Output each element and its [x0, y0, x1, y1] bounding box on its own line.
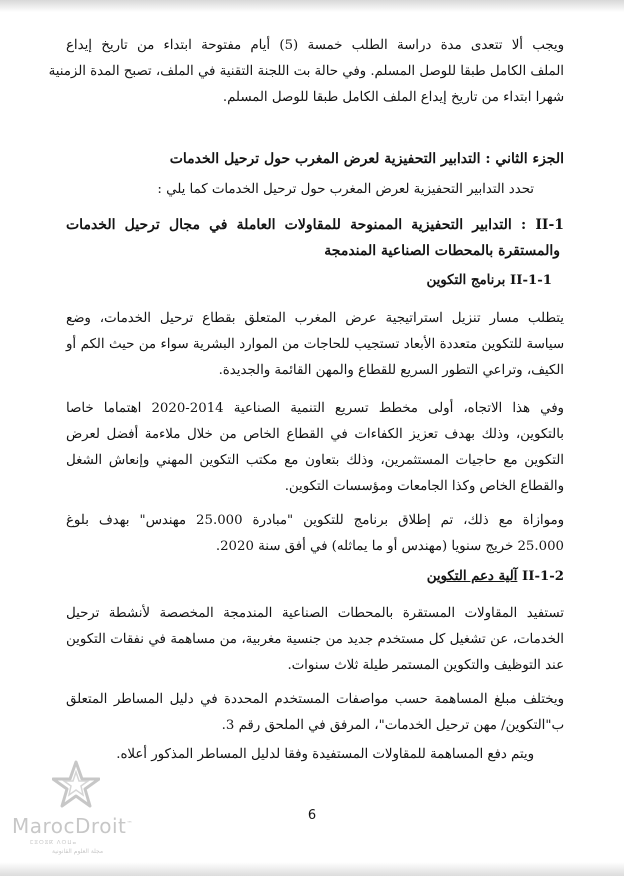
paragraph-4-line-2: 25.000 خريج سنويا (مهندس أو ما يماثله) في أفق سنة 2020.: [215, 539, 564, 554]
paragraph-1-line-3: شهرا ابتداء من تاريخ إيداع الملف الكامل طبقا للوصل المسلم.: [222, 90, 564, 105]
section-II-1-title-line-2: والمستقرة بالمحطات الصناعية المندمجة: [324, 243, 560, 259]
section-II-1-2-title: [66, 567, 564, 587]
paragraph-6-line-1: ويختلف مبلغ المساهمة حسب مواصفات المستخدم المحددة في دليل المساطر المتعلق: [66, 692, 564, 707]
paragraph-3-line-4: والقطاع الخاص وكذا الجامعات ومؤسسات التكوين.: [284, 479, 564, 494]
paragraph-4-line-1: وموازاة مع ذلك، تم إطلاق برنامج للتكوين "مبادرة 25.000 مهندس" بهدف بلوغ: [66, 513, 564, 528]
scan-shadow-top: [0, 0, 624, 12]
paragraph-3-line-3: التكوين مع حاجيات المستثمرين، وذلك بتعاون مع مكتب التكوين المهني وإنعاش الشغل: [66, 453, 564, 468]
paragraph-3-line-2: بالتكوين، وذلك بهدف تعزيز الكفاءات في القطاع الخاص من خلال ملاءمة أفضل لعرض: [66, 427, 564, 442]
paragraph-1-line-2: الملف الكامل طبقا للوصل المسلم. وفي حالة بت اللجنة التقنية في الملف، تصبح المدة الزمنية: [48, 64, 564, 79]
section-II-1-2-code: II-1-2: [522, 569, 564, 584]
section-II-1-1-title: II-1-1 برنامج التكوين: [426, 273, 552, 288]
part-2-title: الجزء الثاني : التدابير التحفيزية لعرض المغرب حول ترحيل الخدمات: [169, 151, 564, 167]
paragraph-3-line-1: وفي هذا الاتجاه، أولى مخطط تسريع التنمية الصناعية 2014-2020 اهتماما خاصا: [66, 401, 564, 416]
paragraph-5-line-3: عند التوظيف والتكوين المستمر طيلة ثلاث سنوات.: [287, 658, 564, 673]
paragraph-1-line-1: ويجب ألا تتعدى مدة دراسة الطلب خمسة (5) أيام مفتوحة ابتداء من تاريخ إيداع: [66, 38, 564, 53]
paragraph-5-line-1: تستفيد المقاولات المستقرة بالمحطات الصناعية المندمجة المخصصة لأنشطة ترحيل: [66, 606, 564, 621]
watermark-subtitle-latin: ⵎⵓⵔⵓⴽ ⴷⵔⵡⴰ: [30, 840, 78, 846]
page-number: 6: [307, 808, 317, 823]
watermark-trademark: ™: [126, 820, 133, 828]
paragraph-2-line-3: الكيف، وتراعي التطور السريع للقطاع والمهن القائمة والجديدة.: [218, 363, 564, 378]
star-logo-icon: [52, 760, 100, 810]
paragraph-2-line-2: سياسة للتكوين متعددة الأبعاد تستجيب للحاجات من الموارد البشرية سواء من حيث الكم أو: [66, 337, 564, 352]
paragraph-5-line-2: الخدمات، عن تشغيل كل مستخدم جديد من جنسية مغربية، من مساهمة في نفقات التكوين: [66, 632, 564, 647]
paragraph-6-line-2: ب"التكوين/ مهن ترحيل الخدمات"، المرفق في الملحق رقم 3.: [221, 718, 564, 733]
section-II-1-title-line-1: II-1 : التدابير التحفيزية الممنوحة للمقاولات العاملة في مجال ترحيل الخدمات: [66, 217, 564, 233]
part-2-intro: تحدد التدابير التحفيزية لعرض المغرب حول ترحيل الخدمات كما يلي :: [157, 182, 534, 197]
paragraph-2-line-1: يتطلب مسار تنزيل استراتيجية عرض المغرب المتعلق بقطاع ترحيل الخدمات، وضع: [66, 311, 564, 326]
paragraph-7: ويتم دفع المساهمة للمقاولات المستفيدة وفقا لدليل المساطر المذكور أعلاه.: [116, 747, 534, 762]
watermark-brand-text: MarocDroit: [12, 814, 127, 838]
watermark-brand: [12, 814, 133, 838]
marocdroit-watermark: [0, 760, 170, 876]
section-II-1-2-label: آلية دعم التكوين: [426, 569, 518, 584]
watermark-subtitle-arabic: مجلة العلوم القانونية: [52, 848, 104, 855]
scan-shadow-bottom: [0, 862, 624, 876]
